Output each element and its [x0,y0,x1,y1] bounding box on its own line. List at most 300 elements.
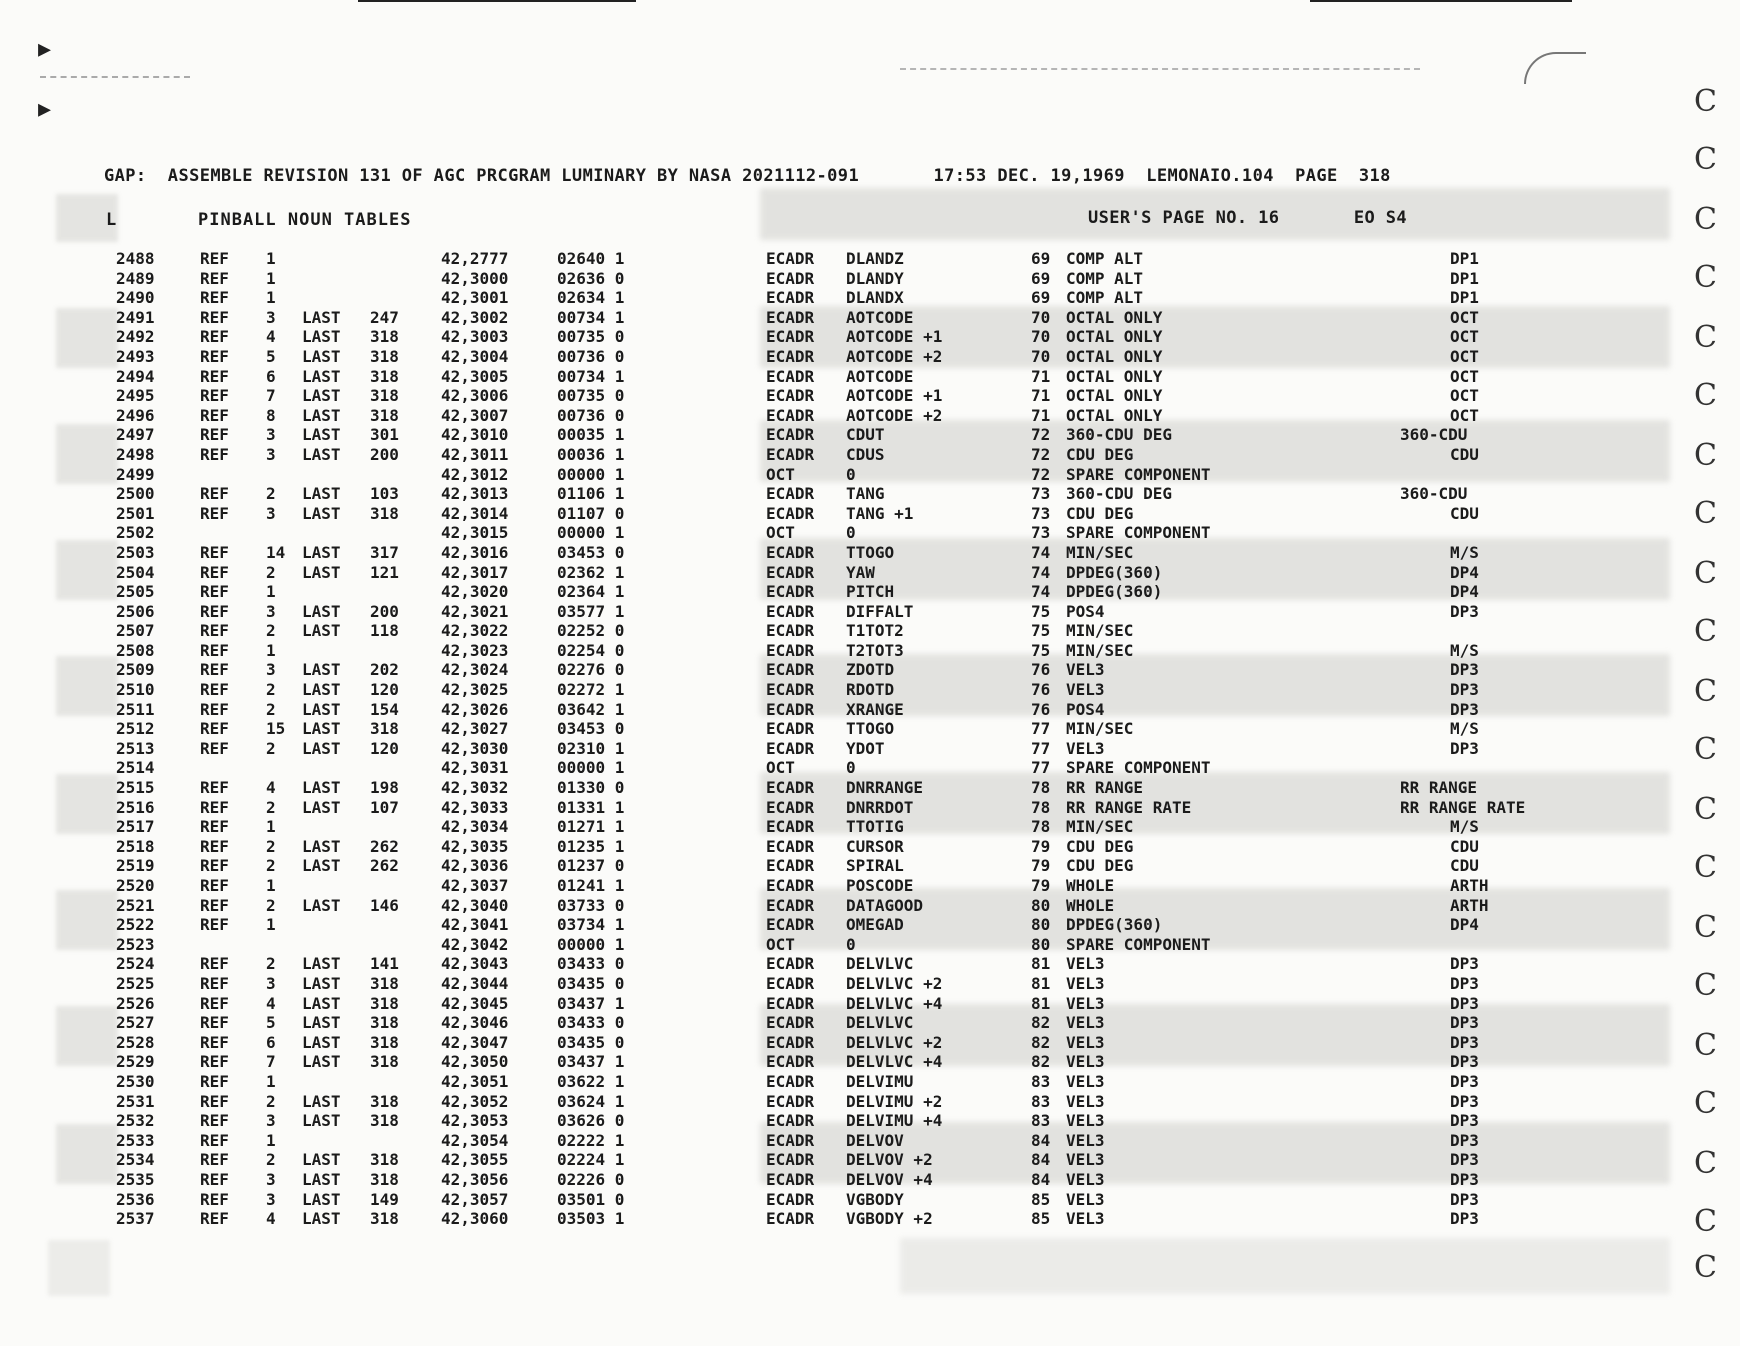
ref-keyword: REF [200,954,229,974]
ref-count: 2 [266,895,276,915]
last-keyword: LAST [302,1189,341,1209]
noun-number: 69 [1031,268,1051,288]
octal-value: 00736 0 [557,346,625,366]
last-keyword: LAST [302,680,341,700]
line-number: 2530 [116,1071,155,1091]
octal-value: 03734 1 [557,915,625,935]
ref-keyword: REF [200,836,229,856]
last-keyword: LAST [302,1150,341,1170]
octal-value: 03437 1 [557,993,625,1013]
scale-type: M/S [1450,719,1479,739]
last-keyword: LAST [302,973,341,993]
operand: ZDOTD [846,660,895,680]
ref-keyword: REF [200,307,229,327]
ref-keyword: REF [200,660,229,680]
octal-value: 02640 1 [557,249,625,268]
scale-type: DP1 [1450,249,1479,268]
last-keyword: LAST [302,778,341,798]
operand: CDUT [846,425,885,445]
ref-count: 1 [266,582,276,602]
noun-number: 75 [1031,621,1051,641]
last-page: 318 [370,1209,399,1229]
opcode: ECADR [766,660,815,680]
ref-count: 1 [266,817,276,837]
noun-number: 78 [1031,797,1051,817]
opcode: ECADR [766,601,815,621]
opcode: ECADR [766,1091,815,1111]
table-row [0,837,1740,857]
noun-number: 81 [1031,993,1051,1013]
table-row [0,504,1740,524]
line-number: 2491 [116,307,155,327]
table-row [0,621,1740,641]
opcode: ECADR [766,1150,815,1170]
opcode: ECADR [766,915,815,935]
table-row [0,347,1740,367]
ref-keyword: REF [200,562,229,582]
noun-number: 71 [1031,366,1051,386]
ref-count: 3 [266,425,276,445]
operand: PITCH [846,582,895,602]
noun-number: 71 [1031,405,1051,425]
octal-value: 00735 0 [557,327,625,347]
last-page: 149 [370,1189,399,1209]
table-row [0,856,1740,876]
noun-description: VEL3 [1066,1111,1105,1131]
last-page: 318 [370,1032,399,1052]
octal-value: 00734 1 [557,366,625,386]
operand: VGBODY [846,1189,904,1209]
noun-description: 360-CDU DEG [1066,484,1172,504]
address: 42,3001 [441,288,509,308]
line-number: 2526 [116,993,155,1013]
last-keyword: LAST [302,366,341,386]
scale-type: DP3 [1450,973,1479,993]
operand: YDOT [846,738,885,758]
address: 42,3044 [441,973,509,993]
noun-number: 69 [1031,249,1051,268]
line-number: 2492 [116,327,155,347]
ref-keyword: REF [200,640,229,660]
table-row [0,700,1740,720]
scale-type: RR RANGE RATE [1400,797,1526,817]
noun-description: VEL3 [1066,1013,1105,1033]
last-page: 121 [370,562,399,582]
line-number: 2494 [116,366,155,386]
feed-hole-icon: C [1694,732,1717,767]
table-row [0,1111,1740,1131]
scale-type: DP3 [1450,680,1479,700]
table-row [0,1052,1740,1072]
last-page: 301 [370,425,399,445]
opcode: ECADR [766,503,815,523]
line-number: 2495 [116,386,155,406]
address: 42,3036 [441,856,509,876]
table-row [0,1092,1740,1112]
last-page: 318 [370,327,399,347]
scale-type: DP1 [1450,268,1479,288]
address: 42,3017 [441,562,509,582]
operand: RDOTD [846,680,895,700]
operand: 0 [846,464,856,484]
opcode: OCT [766,934,795,954]
octal-value: 02272 1 [557,680,625,700]
line-number: 2532 [116,1111,155,1131]
noun-number: 75 [1031,601,1051,621]
octal-value: 00000 1 [557,523,625,543]
scale-type: OCT [1450,405,1479,425]
ref-count: 3 [266,1111,276,1131]
listing-rows [0,249,1740,1229]
address: 42,3007 [441,405,509,425]
last-keyword: LAST [302,346,341,366]
opcode: ECADR [766,797,815,817]
noun-description: VEL3 [1066,973,1105,993]
last-keyword: LAST [302,699,341,719]
scale-type: DP3 [1450,1189,1479,1209]
opcode: OCT [766,464,795,484]
octal-value: 01241 1 [557,876,625,895]
octal-value: 03624 1 [557,1091,625,1111]
ref-keyword: REF [200,973,229,993]
noun-number: 77 [1031,719,1051,739]
noun-number: 83 [1031,1111,1051,1131]
feed-hole-icon: C [1694,142,1717,177]
scale-type: DP3 [1450,1071,1479,1091]
ref-keyword: REF [200,346,229,366]
last-keyword: LAST [302,484,341,504]
margin-tick: ▸ [38,34,52,64]
ref-count: 15 [266,719,286,739]
octal-value: 01235 1 [557,836,625,856]
opcode: ECADR [766,856,815,876]
ref-keyword: REF [200,1013,229,1033]
address: 42,3056 [441,1169,509,1189]
noun-description: COMP ALT [1066,288,1144,308]
operand: AOTCODE +1 [846,327,943,347]
scale-type: DP3 [1450,660,1479,680]
octal-value: 02226 0 [557,1169,625,1189]
noun-number: 82 [1031,1013,1051,1033]
octal-value: 03433 0 [557,954,625,974]
table-row [0,915,1740,935]
scale-type: DP4 [1450,582,1479,602]
octal-value: 03453 0 [557,542,625,562]
last-page: 120 [370,738,399,758]
address: 42,3030 [441,738,509,758]
octal-value: 03733 0 [557,895,625,915]
opcode: ECADR [766,484,815,504]
opcode: ECADR [766,1052,815,1072]
line-number: 2519 [116,856,155,876]
ref-keyword: REF [200,915,229,935]
octal-value: 00735 0 [557,386,625,406]
ref-count: 1 [266,1130,276,1150]
address: 42,3053 [441,1111,509,1131]
last-keyword: LAST [302,542,341,562]
octal-value: 02222 1 [557,1130,625,1150]
noun-number: 78 [1031,817,1051,837]
ref-keyword: REF [200,425,229,445]
last-page: 262 [370,856,399,876]
address: 42,3060 [441,1209,509,1229]
octal-value: 00036 1 [557,444,625,464]
last-keyword: LAST [302,1091,341,1111]
ref-count: 2 [266,836,276,856]
scale-type: OCT [1450,327,1479,347]
address: 42,3032 [441,778,509,798]
address: 42,3034 [441,817,509,837]
scale-type: DP3 [1450,954,1479,974]
line-number: 2531 [116,1091,155,1111]
table-row [0,954,1740,974]
scan-dash-left [40,76,190,78]
address: 42,3026 [441,699,509,719]
line-number: 2528 [116,1032,155,1052]
table-row [0,1190,1740,1210]
last-keyword: LAST [302,895,341,915]
ref-keyword: REF [200,1169,229,1189]
noun-description: VEL3 [1066,680,1105,700]
scale-type: DP3 [1450,1052,1479,1072]
noun-description: VEL3 [1066,660,1105,680]
noun-number: 83 [1031,1091,1051,1111]
table-row [0,876,1740,896]
ref-count: 2 [266,1150,276,1170]
feed-hole-icon: C [1694,320,1717,355]
address: 42,3012 [441,464,509,484]
noun-number: 70 [1031,307,1051,327]
noun-number: 79 [1031,856,1051,876]
last-page: 198 [370,778,399,798]
operand: VGBODY +2 [846,1209,933,1229]
feed-hole-icon: C [1694,1204,1717,1239]
ref-count: 3 [266,660,276,680]
operand: DELVIMU +4 [846,1111,943,1131]
ref-keyword: REF [200,268,229,288]
table-row [0,523,1740,543]
address: 42,3002 [441,307,509,327]
operand: POSCODE [846,876,914,895]
ref-count: 4 [266,1209,276,1229]
scale-type: 360-CDU [1400,484,1468,504]
ref-keyword: REF [200,1130,229,1150]
noun-number: 80 [1031,915,1051,935]
table-row [0,974,1740,994]
noun-description: VEL3 [1066,1189,1105,1209]
last-page: 318 [370,993,399,1013]
address: 42,3040 [441,895,509,915]
line-number: 2514 [116,758,155,778]
operand: DELVLVC +2 [846,1032,943,1052]
noun-description: OCTAL ONLY [1066,366,1163,386]
opcode: ECADR [766,562,815,582]
last-page: 318 [370,1052,399,1072]
scan-shading-left [48,1240,110,1296]
ref-keyword: REF [200,621,229,641]
ref-count: 1 [266,876,276,895]
noun-number: 77 [1031,758,1051,778]
opcode: ECADR [766,621,815,641]
address: 42,3010 [441,425,509,445]
operand: DELVLVC +4 [846,993,943,1013]
opcode: ECADR [766,366,815,386]
line-number: 2533 [116,1130,155,1150]
feed-hole-icon: C [1694,850,1717,885]
line-number: 2502 [116,523,155,543]
last-page: 103 [370,484,399,504]
ref-keyword: REF [200,895,229,915]
noun-number: 79 [1031,836,1051,856]
octal-value: 01331 1 [557,797,625,817]
octal-value: 02310 1 [557,738,625,758]
ref-count: 7 [266,386,276,406]
address: 42,3037 [441,876,509,895]
ref-count: 14 [266,542,286,562]
ref-keyword: REF [200,542,229,562]
last-page: 318 [370,346,399,366]
scan-shading [900,1238,1670,1294]
address: 42,3011 [441,444,509,464]
ref-keyword: REF [200,1189,229,1209]
top-rule-right [1310,0,1572,2]
ref-count: 2 [266,562,276,582]
noun-number: 74 [1031,542,1051,562]
address: 42,3025 [441,680,509,700]
table-row [0,1072,1740,1092]
noun-description: OCTAL ONLY [1066,307,1163,327]
operand: DELVOV [846,1130,904,1150]
table-row [0,308,1740,328]
opcode: ECADR [766,836,815,856]
noun-number: 81 [1031,973,1051,993]
users-page-label: USER'S PAGE NO. 16 EO S4 [1088,208,1408,228]
ref-count: 1 [266,268,276,288]
table-row [0,563,1740,583]
line-number: 2522 [116,915,155,935]
table-row [0,896,1740,916]
noun-description: 360-CDU DEG [1066,425,1172,445]
octal-value: 02636 0 [557,268,625,288]
scale-type: RR RANGE [1400,778,1478,798]
noun-number: 72 [1031,444,1051,464]
table-row [0,582,1740,602]
feed-hole-icon: C [1694,496,1717,531]
address: 42,3022 [441,621,509,641]
address: 42,3042 [441,934,509,954]
scale-type: DP3 [1450,1032,1479,1052]
address: 42,3016 [441,542,509,562]
noun-description: CDU DEG [1066,444,1134,464]
operand: TANG +1 [846,503,914,523]
last-page: 318 [370,1169,399,1189]
ref-count: 5 [266,1013,276,1033]
ref-keyword: REF [200,444,229,464]
last-page: 247 [370,307,399,327]
scale-type: DP3 [1450,1169,1479,1189]
noun-number: 85 [1031,1189,1051,1209]
octal-value: 02276 0 [557,660,625,680]
octal-value: 00000 1 [557,464,625,484]
scale-type: CDU [1450,836,1479,856]
last-keyword: LAST [302,1111,341,1131]
operand: DELVLVC [846,954,914,974]
octal-value: 03435 0 [557,973,625,993]
ref-count: 3 [266,1169,276,1189]
operand: AOTCODE +1 [846,386,943,406]
last-keyword: LAST [302,738,341,758]
octal-value: 02224 1 [557,1150,625,1170]
noun-description: MIN/SEC [1066,817,1134,837]
line-number: 2499 [116,464,155,484]
table-row [0,1209,1740,1229]
ref-count: 2 [266,738,276,758]
last-keyword: LAST [302,425,341,445]
line-number: 2524 [116,954,155,974]
address: 42,3023 [441,640,509,660]
address: 42,3014 [441,503,509,523]
operand: DNRRDOT [846,797,914,817]
octal-value: 02364 1 [557,582,625,602]
feed-hole-icon: C [1694,910,1717,945]
line-number: 2498 [116,444,155,464]
last-page: 200 [370,444,399,464]
section-title: PINBALL NOUN TABLES [198,210,412,230]
table-row [0,445,1740,465]
last-page: 318 [370,973,399,993]
scan-dash-right [900,68,1420,70]
ref-keyword: REF [200,1209,229,1229]
noun-description: VEL3 [1066,954,1105,974]
address: 42,3000 [441,268,509,288]
table-row [0,465,1740,485]
operand: DLANDX [846,288,904,308]
ref-keyword: REF [200,719,229,739]
last-keyword: LAST [302,327,341,347]
line-number: 2489 [116,268,155,288]
ref-count: 7 [266,1052,276,1072]
opcode: ECADR [766,307,815,327]
ref-keyword: REF [200,856,229,876]
opcode: ECADR [766,1209,815,1229]
noun-number: 76 [1031,660,1051,680]
scale-type: ARTH [1450,895,1489,915]
table-row [0,778,1740,798]
ref-keyword: REF [200,1032,229,1052]
noun-description: COMP ALT [1066,249,1144,268]
address: 42,3021 [441,601,509,621]
opcode: ECADR [766,719,815,739]
operand: DELVOV +4 [846,1169,933,1189]
line-number: 2535 [116,1169,155,1189]
noun-number: 84 [1031,1150,1051,1170]
line-number: 2504 [116,562,155,582]
operand: DELVIMU +2 [846,1091,943,1111]
last-page: 118 [370,621,399,641]
last-keyword: LAST [302,307,341,327]
scale-type: OCT [1450,386,1479,406]
table-row [0,386,1740,406]
ref-count: 2 [266,797,276,817]
opcode: ECADR [766,249,815,268]
operand: AOTCODE [846,307,914,327]
scale-type: CDU [1450,503,1479,523]
line-number: 2516 [116,797,155,817]
opcode: ECADR [766,973,815,993]
line-number: 2505 [116,582,155,602]
scan-curve [1524,52,1586,84]
ref-count: 2 [266,680,276,700]
